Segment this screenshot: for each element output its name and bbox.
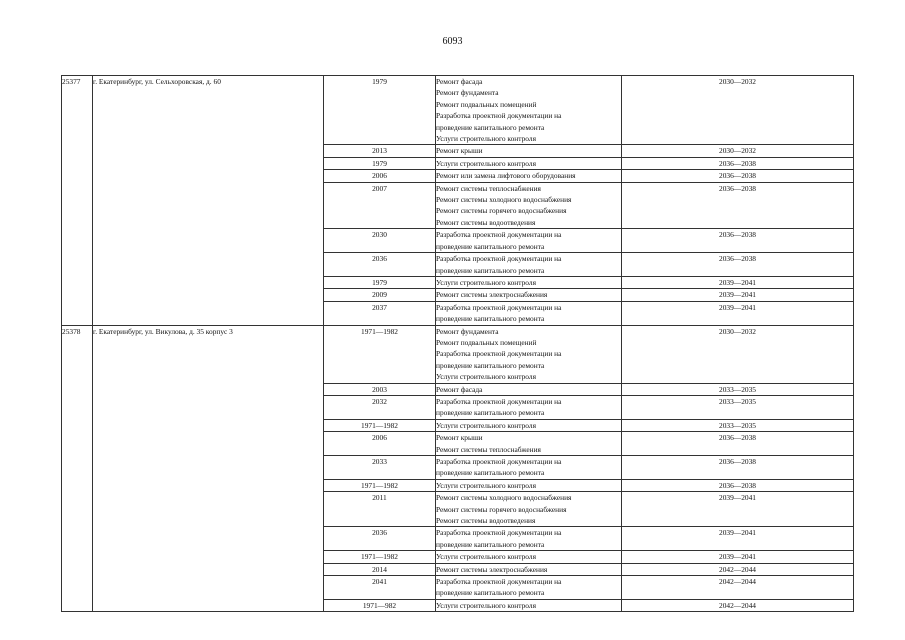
work-type-line: Ремонт системы теплоснабжения [436, 183, 541, 193]
work-type-cell [436, 527, 622, 551]
year-cell: 1979 [324, 276, 436, 288]
work-type-line: Ремонт системы горячего водоснабжения [436, 504, 567, 514]
period-cell: 2039—2041 [622, 301, 854, 325]
work-type-line: Услуги строительного контроля [436, 552, 536, 562]
year-cell: 2006 [324, 432, 436, 456]
work-type-line: Разработка проектной документации на [436, 349, 562, 359]
work-type-line: Услуги строительного контроля [436, 158, 536, 168]
work-type-line: проведение капитального ремонта [436, 241, 545, 251]
year-cell: 2037 [324, 301, 436, 325]
work-type-line: Услуги строительного контроля [436, 600, 536, 610]
work-type-line: Ремонт системы электроснабжения [436, 564, 548, 574]
work-type-line: проведение капитального ремонта [436, 265, 545, 275]
year-cell: 2014 [324, 563, 436, 575]
year-cell: 1971—1982 [324, 551, 436, 563]
year-cell: 1979 [324, 157, 436, 169]
period-cell: 2036—2038 [622, 182, 854, 229]
work-type-line: Услуги строительного контроля [436, 480, 536, 490]
work-type-line: Услуги строительного контроля [436, 134, 536, 144]
work-type-cell [436, 456, 622, 480]
schedule-body [62, 76, 854, 612]
period-cell: 2036—2038 [622, 229, 854, 253]
work-type-line: Разработка проектной документации на [436, 111, 562, 121]
period-cell: 2033—2035 [622, 395, 854, 419]
work-type-line: Ремонт фасада [436, 384, 483, 394]
period-cell: 2036—2038 [622, 170, 854, 182]
year-cell: 1971—1982 [324, 419, 436, 431]
work-type-line: проведение капитального ремонта [436, 122, 545, 132]
year-cell: 2033 [324, 456, 436, 480]
work-type-line: Ремонт системы холодного водоснабжения [436, 493, 572, 503]
work-type-line: проведение капитального ремонта [436, 588, 545, 598]
work-type-line: Ремонт системы водоотведения [436, 516, 536, 526]
period-cell: 2036—2038 [622, 432, 854, 456]
work-type-cell [436, 229, 622, 253]
work-type-line: Услуги строительного контроля [436, 372, 536, 382]
year-cell: 1971—1982 [324, 325, 436, 383]
year-cell: 1979 [324, 76, 436, 145]
period-cell: 2036—2038 [622, 253, 854, 277]
work-type-cell [436, 576, 622, 600]
work-type-line: Ремонт системы электроснабжения [436, 290, 548, 300]
period-cell: 2039—2041 [622, 551, 854, 563]
work-type-line: Ремонт подвальных помещений [436, 99, 537, 109]
period-cell: 2039—2041 [622, 276, 854, 288]
period-cell: 2030—2032 [622, 76, 854, 145]
year-cell: 2013 [324, 145, 436, 157]
page-number: 6093 [442, 36, 463, 47]
year-cell: 2030 [324, 229, 436, 253]
work-type-line: Ремонт системы теплоснабжения [436, 444, 541, 454]
work-type-line: Ремонт подвальных помещений [436, 337, 537, 347]
work-type-cell [436, 419, 622, 431]
work-type-line: Разработка проектной документации на [436, 528, 562, 538]
house-id-cell: 25378 [62, 325, 93, 612]
work-type-cell [436, 170, 622, 182]
work-type-line: Разработка проектной документации на [436, 457, 562, 466]
work-type-line: Ремонт фундамента [436, 326, 499, 336]
work-type-line: Услуги строительного контроля [436, 277, 536, 287]
period-cell: 2042—2044 [622, 576, 854, 600]
year-cell: 2032 [324, 395, 436, 419]
year-cell: 2009 [324, 289, 436, 301]
period-cell: 2036—2038 [622, 456, 854, 480]
work-type-cell [436, 76, 622, 145]
period-cell: 2036—2038 [622, 157, 854, 169]
work-type-cell [436, 145, 622, 157]
period-cell: 2042—2044 [622, 563, 854, 575]
period-cell: 2036—2038 [622, 479, 854, 491]
work-type-line: проведение капитального ремонта [436, 408, 545, 418]
house-id-cell: 25377 [62, 76, 93, 326]
work-type-cell [436, 395, 622, 419]
period-cell: 2039—2041 [622, 492, 854, 527]
work-type-cell [436, 479, 622, 491]
work-type-line: Ремонт фундамента [436, 88, 499, 98]
period-cell: 2039—2041 [622, 527, 854, 551]
work-type-line: Разработка проектной документации на [436, 396, 562, 406]
work-type-cell [436, 253, 622, 277]
work-type-cell [436, 492, 622, 527]
work-type-line: проведение капитального ремонта [436, 539, 545, 549]
year-cell: 2036 [324, 253, 436, 277]
work-type-cell [436, 157, 622, 169]
work-type-cell [436, 383, 622, 395]
work-type-line: Услуги строительного контроля [436, 420, 536, 430]
period-cell: 2033—2035 [622, 383, 854, 395]
work-type-line: Ремонт крыши [436, 146, 483, 156]
work-type-line: Разработка проектной документации на [436, 577, 562, 587]
period-cell: 2039—2041 [622, 289, 854, 301]
work-type-line: Ремонт системы водоотведения [436, 217, 536, 227]
work-type-line: Разработка проектной документации на [436, 254, 562, 264]
work-type-line: Ремонт системы холодного водоснабжения [436, 195, 572, 205]
work-type-cell [436, 551, 622, 563]
work-type-line: Ремонт крыши [436, 433, 483, 443]
work-type-cell [436, 301, 622, 325]
period-cell: 2030—2032 [622, 145, 854, 157]
year-cell: 1971—982 [324, 599, 436, 611]
work-type-cell [436, 599, 622, 611]
work-type-cell [436, 563, 622, 575]
work-type-cell [436, 289, 622, 301]
work-type-cell [436, 182, 622, 229]
work-type-line: проведение капитального ремонта [436, 360, 545, 370]
year-cell: 2011 [324, 492, 436, 527]
work-type-line: проведение капитального ремонта [436, 314, 545, 324]
table-row [62, 76, 854, 145]
year-cell: 2006 [324, 170, 436, 182]
work-type-line: Ремонт или замена лифтового оборудования [436, 171, 576, 181]
period-cell: 2042—2044 [622, 599, 854, 611]
work-type-cell [436, 432, 622, 456]
table-row [62, 325, 854, 383]
work-type-line: проведение капитального ремонта [436, 468, 545, 478]
work-type-line: Разработка проектной документации на [436, 302, 562, 312]
period-cell: 2033—2035 [622, 419, 854, 431]
year-cell: 2007 [324, 182, 436, 229]
work-type-line: Разработка проектной документации на [436, 230, 562, 240]
year-cell: 2003 [324, 383, 436, 395]
work-type-line: Ремонт фасада [436, 77, 483, 86]
work-type-cell [436, 325, 622, 383]
repair-schedule-table [61, 75, 854, 612]
year-cell: 1971—1982 [324, 479, 436, 491]
year-cell: 2036 [324, 527, 436, 551]
address-cell: г. Екатеринбург, ул. Викулова, д. 35 корпус 3 [93, 325, 324, 612]
work-type-line: Ремонт системы горячего водоснабжения [436, 206, 567, 216]
period-cell: 2030—2032 [622, 325, 854, 383]
address-cell: г. Екатеринбург, ул. Сельхоровская, д. 60 [93, 76, 324, 326]
work-type-cell [436, 276, 622, 288]
year-cell: 2041 [324, 576, 436, 600]
